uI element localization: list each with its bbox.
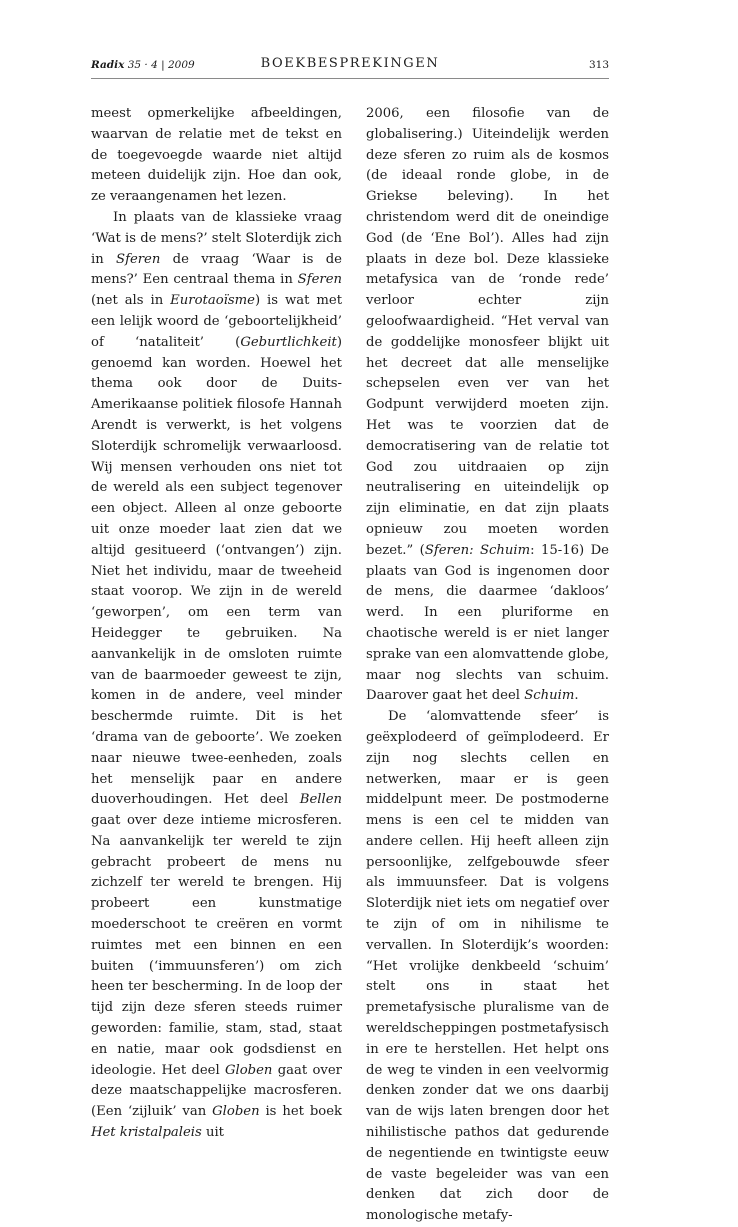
right-paragraph-1: 2006, een filosofie van de globalisering.) Uiteindelijk werden deze sferen zo ruim als de kosmos (de ideaal ronde globe, in de Griekse beleving). In het christendom werd dit de oneindige God (de ‘Ene Bol’). Alles had zijn plaats in deze bol. Deze klassieke metafysica van de ‘ronde rede’ verloor echter zijn geloofwaardigheid. “Het verval van de goddelijke monosfeer blijkt uit het decreet dat alle menselijke schepselen even ver van het Godpunt verwijderd moeten zijn. Het was te voorzien dat de democratisering van de relatie tot God zou uitdraaien op zijn neutralisering en uiteindelijk op zijn eliminatie, en dat zijn plaats opnieuw zou moeten worden bezet.” (Sferen: Schuim: 15-16) De plaats van God is ingenomen door de mens, die daarmee ‘dakloos’ werd. In een pluriforme en chaotische wereld is er niet langer sprake van een alomvattende globe, maar nog slechts van schuim. Daarover gaat het deel Schuim. — [366, 106, 609, 704]
journal-issue: 35 · 4 | 2009 — [124, 59, 195, 71]
italic-title: Globen — [224, 1062, 273, 1078]
page-number: 313 — [588, 59, 609, 71]
italic-title: Bellen — [299, 792, 342, 808]
italic-title: Geburtlichkeit — [240, 334, 337, 350]
running-header — [91, 53, 609, 77]
right-column — [366, 104, 609, 1227]
italic-title: Schuim — [524, 688, 575, 704]
italic-title: Sferen — [116, 251, 161, 267]
italic-title: Het kristalpaleis — [91, 1125, 202, 1141]
header-rule — [91, 78, 609, 79]
section-title: BOEKBESPREKINGEN — [260, 56, 440, 71]
right-paragraph-2: De ‘alomvattende sfeer’ is geëxplodeerd of geïmplodeerd. Er zijn nog slechts cellen en netwerken, maar er is geen middelpunt meer. De postmoderne mens is een cel te midden van andere cellen. Hij heeft alleen zijn persoonlijke, zelfgebouwde sfeer als immuunsfeer. Dat is volgens Sloterdijk niet iets om negatief over te zijn of om in nihilisme te vervallen. In Sloterdijk’s woorden: “Het vrolijke denkbeeld ‘schuim’ stelt ons in staat het premetafysische pluralisme van de wereldscheppingen postmetafysisch in ere te herstellen. Het helpt ons de weg te vinden in een veelvormig denken zonder dat we ons daarbij van de wijs laten brengen door het nihilistische pathos dat gedurende de negentiende en twintigste eeuw de vaste begeleider was van een denken dat zich door de monologische metafy- — [366, 709, 609, 1224]
left-paragraph-1: meest opmerkelijke afbeeldingen, waarvan de relatie met de tekst en de toegevoegde waarde niet altijd meteen duidelijk zijn. Hoe dan ook, ze veraangenamen het lezen. — [91, 106, 342, 205]
left-paragraph-2: In plaats van de klassieke vraag ‘Wat is de mens?’ stelt Sloterdijk zich in Sferen de vraag ‘Waar is de mens?’ Een centraal thema in Sferen (net als in Eurotaoïsme) is wat met een lelijk woord de ‘geboortelijkheid’ of ‘nataliteit’ (Geburtlichkeit) genoemd kan worden. Hoewel het thema ook door de Duits-Amerikaanse politiek filosofe Hannah Arendt is verwerkt, is het volgens Sloterdijk schromelijk verwaarloosd. Wij mensen verhouden ons niet tot de wereld als een subject tegenover een object. Alleen al onze geboorte uit onze moeder laat zien dat we altijd gesitueerd (‘ontvangen’) zijn. Niet het individu, maar de tweeheid staat voorop. We zijn in de wereld ‘geworpen’, om een term van Heidegger te gebruiken. Na aanvankelijk in de omsloten ruimte van de baarmoeder geweest te zijn, komen in de andere, veel minder beschermde ruimte. Dit is het ‘drama van de geboorte’. We zoeken naar nieuwe twee-eenheden, zoals het menselijk paar en andere duoverhoudingen. Het deel Bellen gaat over deze intieme microsferen. Na aanvankelijk ter wereld te zijn gebracht probeert de mens nu zichzelf ter wereld te brengen. Hij probeert een kunstmatige moederschoot te creëren en vormt ruimtes met een binnen en een buiten (‘immuunsferen’) om zich heen ter bescherming. In de loop der tijd zijn deze sferen steeds ruimer geworden: familie, stam, stad, staat en natie, maar ook godsdienst en ideologie. Het deel Globen gaat over deze maatschappelijke macrosferen. (Een ‘zijluik’ van Globen is het boek Het kristalpaleis uit — [91, 209, 342, 1141]
italic-title: Sferen — [297, 272, 342, 288]
italic-title: Sferen: Schuim — [424, 542, 531, 558]
journal-name: Radix — [91, 59, 125, 71]
italic-title: Eurotaoïsme — [170, 293, 255, 309]
italic-title: Globen — [212, 1104, 260, 1120]
left-column — [91, 104, 342, 1144]
